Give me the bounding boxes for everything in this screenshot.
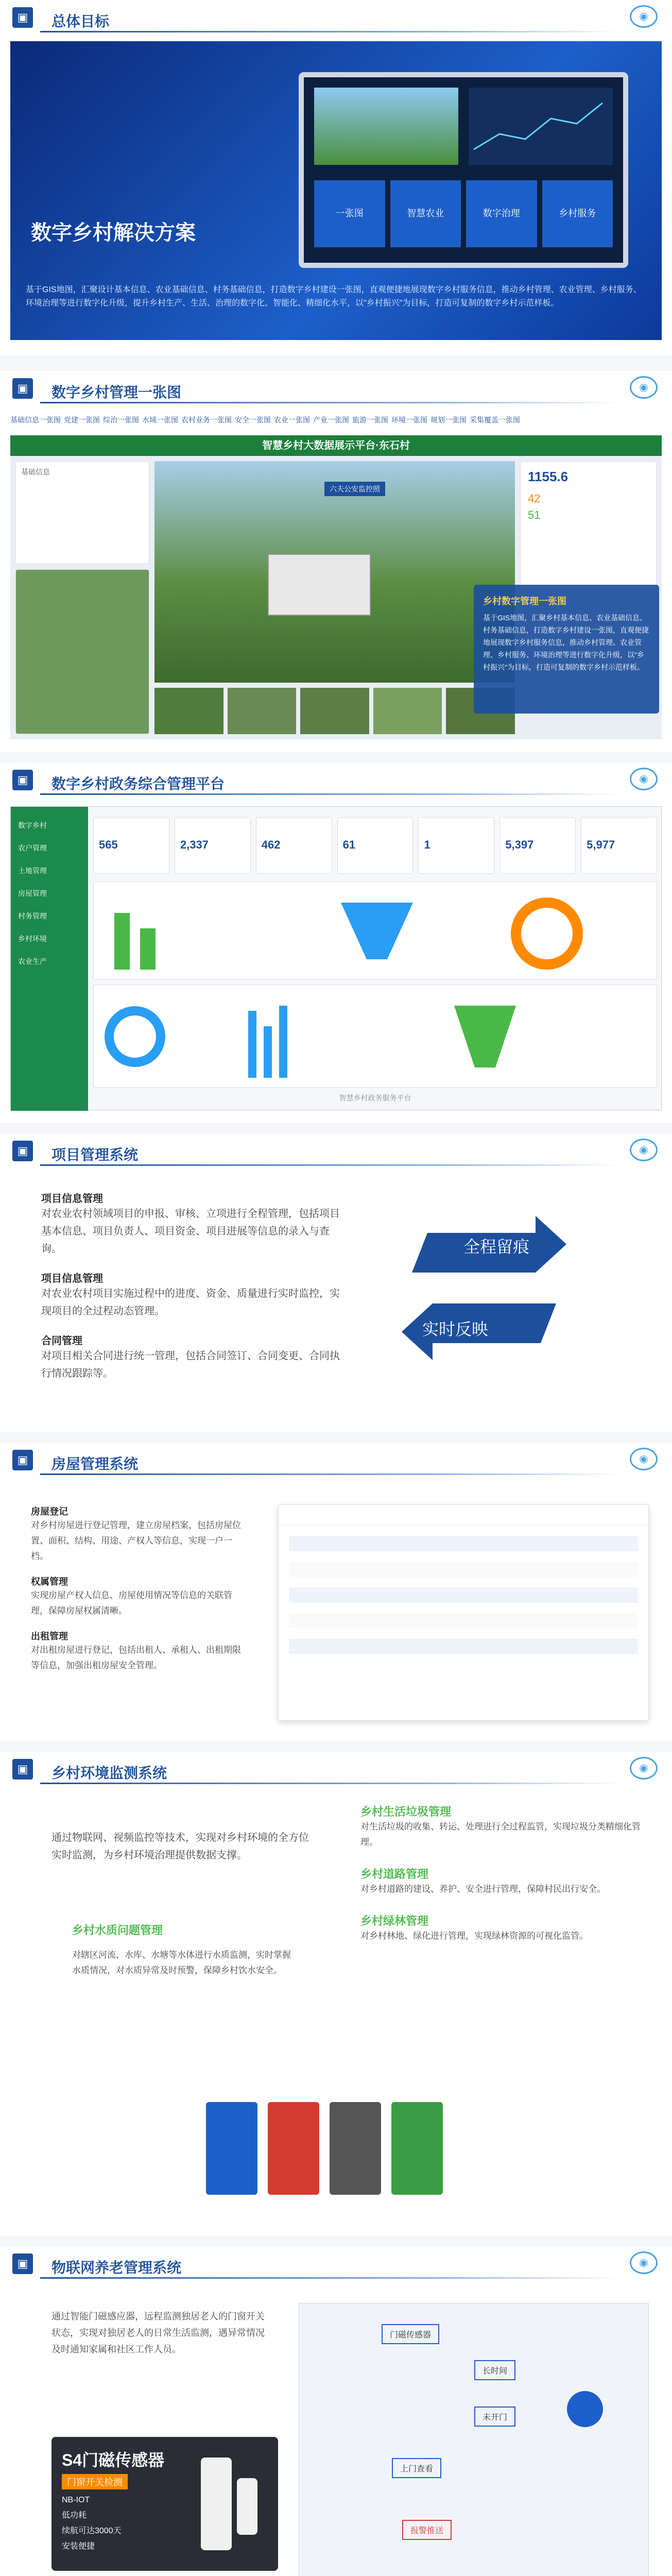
item-name: 项目信息管理 (41, 1273, 103, 1284)
tab-item[interactable]: 党建一张图 (64, 416, 100, 424)
sensor-point: NB-IOT (62, 2496, 90, 2504)
item-text: 对生活垃圾的收集、转运、处理进行全过程监管，实现垃圾分类精细化管理。 (360, 1822, 641, 1847)
stat-value: 51 (528, 509, 541, 521)
tab-item[interactable]: 产业一张图 (313, 416, 349, 424)
gov-footer: 智慧乡村政务服务平台 (339, 1094, 411, 1102)
tab-item[interactable]: 农村业务一张图 (181, 416, 232, 424)
laptop-items (314, 180, 613, 247)
video-label: 六夫公安监控照 (324, 482, 385, 496)
item-name: 权属管理 (31, 1577, 68, 1587)
env-left-text: 对辖区河流、水库、水塘等水体进行水质监测，实时掌握水质情况，对水质异常及时预警，保障乡村饮水安全。 (72, 1950, 291, 1975)
house-table (278, 1504, 649, 1721)
menu-item[interactable]: 土地管理 (18, 867, 47, 875)
flow-node: 报警推送 (402, 2520, 452, 2540)
section-title: 数字乡村管理一张图 (51, 384, 182, 400)
overlay-card (474, 585, 659, 714)
sensor-point: 安装便捷 (62, 2542, 95, 2551)
flow-node: 未开门 (474, 2406, 515, 2427)
header-line (40, 31, 621, 32)
item-text: 对农业农村领域项目的申报、审核、立项进行全程管理，包括项目基本信息、项目负责人、项目资金、项目进展等信息的录入与查询。 (41, 1208, 340, 1255)
env-right-list (360, 1803, 649, 1944)
item-text: 对乡村房屋进行登记管理，建立房屋档案，包括房屋位置、面积、结构、用途、产权人等信息，实现一户一档。 (31, 1520, 241, 1561)
laptop-item: 乡村服务 (542, 180, 613, 247)
tab-item[interactable]: 农业一张图 (274, 416, 310, 424)
section-header (0, 1752, 672, 1788)
sensor-device-icon (201, 2458, 232, 2550)
video-thumb[interactable] (373, 688, 442, 734)
section-icon: ▣ (12, 770, 33, 790)
stat-value: 42 (528, 492, 541, 505)
building-shape (268, 554, 371, 616)
section-title: 物联网养老管理系统 (51, 2260, 182, 2276)
section-environment (0, 1752, 672, 2236)
section-header (0, 2246, 672, 2282)
section-icon: ▣ (12, 2253, 33, 2274)
item-name: 乡村绿林管理 (360, 1914, 429, 1927)
sensor-title: S4门磁传感器 (62, 2451, 165, 2469)
menu-item[interactable]: 乡村环境 (18, 935, 47, 943)
list-item (41, 1190, 340, 1258)
item-text: 对农业农村项目实施过程中的进度、资金、质量进行实时监控，实现项目的全过程动态管理。 (41, 1288, 340, 1317)
stat-value: 1155.6 (528, 469, 568, 484)
section-elderly (0, 2246, 672, 2576)
table-row[interactable] (289, 1639, 638, 1654)
menu-item[interactable]: 房屋管理 (18, 889, 47, 897)
section-title: 乡村环境监测系统 (51, 1765, 167, 1781)
env-intro: 通过物联网、视频监控等技术，实现对乡村环境的全方位实时监测，为乡村环境治理提供数据支撑。 (51, 1832, 309, 1861)
list-item (31, 1574, 247, 1619)
arrow-label: 实时反映 (422, 1320, 489, 1338)
list-item (41, 1332, 340, 1382)
item-name: 房屋登记 (31, 1506, 68, 1517)
section-one-map (0, 371, 672, 752)
section-header (0, 371, 672, 407)
brand-logo-icon: ◉ (630, 1139, 658, 1161)
gov-sidebar (11, 807, 88, 1111)
header-line (40, 1473, 621, 1475)
sensor-point: 续航可达3000天 (62, 2527, 122, 2535)
flow-node: 上门查看 (392, 2458, 441, 2478)
brand-logo-icon: ◉ (630, 376, 658, 399)
section-icon: ▣ (12, 7, 33, 28)
flow-node: 门磁传感器 (382, 2324, 439, 2344)
map-dashboard (10, 435, 662, 739)
menu-item[interactable]: 农户管理 (18, 844, 47, 852)
overlay-text: 基于GIS地图，汇聚乡村基本信息、农业基础信息、村务基础信息，打造数字乡村建设一张图，直观便捷地展现数字乡村服务信息，推动乡村管理、农业管理、乡村服务、环境治理等进行数字化升级，以"乡村振兴"为目标，打造可复制的数字乡村示范样板。 (483, 614, 649, 671)
dashboard-title: 智慧乡村大数据展示平台·东石村 (10, 435, 662, 456)
kpi-card: 5,397 (499, 817, 576, 874)
video-thumb[interactable] (228, 688, 297, 734)
header-line (40, 2277, 621, 2279)
video-thumbs (154, 688, 515, 734)
trash-bin-icon (268, 2102, 319, 2195)
list-item (41, 1270, 340, 1320)
trash-bin-icon (391, 2102, 443, 2195)
item-text: 对项目相关合同进行统一管理，包括合同签订、合同变更、合同执行情况跟踪等。 (41, 1350, 340, 1379)
menu-item[interactable]: 数字乡村 (18, 821, 47, 829)
list-item (360, 1912, 649, 1944)
list-item (31, 1504, 247, 1564)
tab-item[interactable]: 旅游一张图 (352, 416, 388, 424)
table-row[interactable] (289, 1613, 638, 1629)
list-item (360, 1866, 649, 1897)
arrow-label: 全程留痕 (463, 1238, 530, 1256)
sensor-sub: 门窗开关检测 (62, 2474, 128, 2489)
trash-bins (206, 2071, 494, 2195)
sensor-card (51, 2437, 278, 2571)
laptop-item: 一张图 (314, 180, 385, 247)
brand-logo-icon: ◉ (630, 1448, 658, 1470)
sensor-point: 低功耗 (62, 2511, 87, 2520)
tab-item[interactable]: 规划一张图 (430, 416, 467, 424)
gov-menu (11, 807, 88, 980)
video-view[interactable] (154, 461, 515, 683)
brand-logo-icon: ◉ (630, 1757, 658, 1780)
tab-item[interactable]: 环境一张图 (391, 416, 427, 424)
header-line (40, 793, 621, 795)
kpi-card: 61 (337, 817, 413, 874)
section-icon: ▣ (12, 378, 33, 399)
trash-bin-icon (330, 2102, 381, 2195)
kpi-card: 5,977 (581, 817, 657, 874)
item-name: 乡村道路管理 (360, 1868, 429, 1880)
section-header (0, 1133, 672, 1170)
item-name: 乡村生活垃圾管理 (360, 1805, 452, 1818)
section-header (0, 762, 672, 799)
stats-panel (520, 461, 657, 595)
hero-banner (10, 41, 662, 340)
list-item (31, 1629, 247, 1673)
tab-item[interactable]: 基础信息一张图 (10, 416, 61, 424)
section-title: 房屋管理系统 (51, 1456, 139, 1472)
gov-dashboard (10, 806, 662, 1110)
laptop-item: 智慧农业 (390, 180, 461, 247)
chart-row-1 (93, 882, 657, 979)
section-overall-goal (0, 0, 672, 355)
section-header (0, 1443, 672, 1479)
section-title: 项目管理系统 (51, 1147, 139, 1163)
kpi-card: 1 (418, 817, 494, 874)
kpi-row (93, 817, 657, 874)
table-row[interactable] (289, 1562, 638, 1577)
video-thumb[interactable] (154, 688, 223, 734)
flow-diagram (299, 2303, 649, 2576)
section-title: 数字乡村政务综合管理平台 (51, 776, 225, 792)
item-name: 合同管理 (41, 1335, 82, 1347)
mini-map[interactable] (15, 569, 149, 734)
header-line (40, 402, 621, 403)
item-name: 出租管理 (31, 1631, 68, 1641)
brand-logo-icon: ◉ (630, 768, 658, 790)
section-project (0, 1133, 672, 1432)
table-toolbar (279, 1505, 648, 1526)
bars-chart-icon (94, 985, 658, 1088)
brand-logo-icon: ◉ (630, 2251, 658, 2274)
section-gov-platform (0, 762, 672, 1123)
section-header (0, 0, 672, 36)
menu-item[interactable]: 农业生产 (18, 957, 47, 965)
tab-item[interactable]: 安全一张图 (235, 416, 271, 424)
item-text: 对乡村道路的建设、养护、安全进行管理，保障村民出行安全。 (360, 1884, 606, 1894)
item-name: 项目信息管理 (41, 1193, 103, 1205)
video-thumb[interactable] (300, 688, 369, 734)
section-house (0, 1443, 672, 1741)
table-row[interactable] (289, 1587, 638, 1603)
trash-bin-icon (206, 2102, 257, 2195)
tab-item[interactable]: 水域一张图 (142, 416, 178, 424)
kpi-card: 462 (256, 817, 332, 874)
list-item (360, 1803, 649, 1850)
project-list (41, 1190, 340, 1382)
flow-node: 长时间 (474, 2360, 515, 2380)
map-tabs (10, 415, 662, 432)
farm-image (314, 88, 458, 165)
item-text: 实现房屋产权人信息、房屋使用情况等信息的关联管理，保障房屋权属清晰。 (31, 1590, 232, 1616)
menu-item[interactable]: 村务管理 (18, 912, 47, 920)
house-list (31, 1504, 247, 1673)
kpi-card: 565 (93, 817, 169, 874)
overlay-title: 乡村数字管理一张图 (483, 596, 566, 606)
side-panel (15, 461, 149, 564)
item-text: 对出租房屋进行登记，包括出租人、承租人、出租期限等信息，加强出租房屋安全管理。 (31, 1645, 241, 1670)
kpi-card: 2,337 (175, 817, 251, 874)
laptop-screen (299, 72, 628, 268)
item-text: 对乡村林地、绿化进行管理，实现绿林资源的可视化监管。 (360, 1931, 588, 1941)
chart-row-2 (93, 985, 657, 1088)
bars-chart-icon (94, 882, 658, 980)
database-icon (567, 2391, 603, 2427)
env-left-title: 乡村水质问题管理 (72, 1924, 163, 1937)
sensor-device-icon (237, 2478, 257, 2535)
elderly-text: 通过智能门磁感应器，远程监测独居老人的门窗开关状态，实现对独居老人的日常生活监测，遇异常情况及时通知家属和社区工作人员。 (51, 2311, 265, 2354)
tab-item[interactable]: 采集覆盖一张图 (470, 416, 520, 424)
section-title: 总体目标 (51, 13, 110, 29)
side-label: 基础信息 (21, 468, 50, 476)
section-icon: ▣ (12, 1141, 33, 1161)
brand-logo-icon: ◉ (630, 5, 658, 28)
section-icon: ▣ (12, 1759, 33, 1780)
hero-desc: 基于GIS地图，汇聚设计基本信息、农业基础信息、村务基础信息，打造数字乡村建设一张图，直观便捷地展现数字乡村服务信息，推动乡村管理、农业管理、乡村服务、环境治理等进行数字化升级，提升乡村生产、生活、治理的数字化、智能化、精细化水平，以"乡村振兴"为目标，打造可复制的数字乡村示范样板。 (26, 285, 642, 308)
chart-panel (469, 88, 613, 165)
laptop-item: 数字治理 (466, 180, 537, 247)
tab-item[interactable]: 综治一张图 (103, 416, 139, 424)
section-icon: ▣ (12, 1450, 33, 1470)
header-line (40, 1164, 621, 1166)
hero-title: 数字乡村解决方案 (31, 222, 196, 244)
table-row[interactable] (289, 1536, 638, 1551)
mini-chart-icon (469, 88, 613, 165)
header-line (40, 1783, 621, 1784)
